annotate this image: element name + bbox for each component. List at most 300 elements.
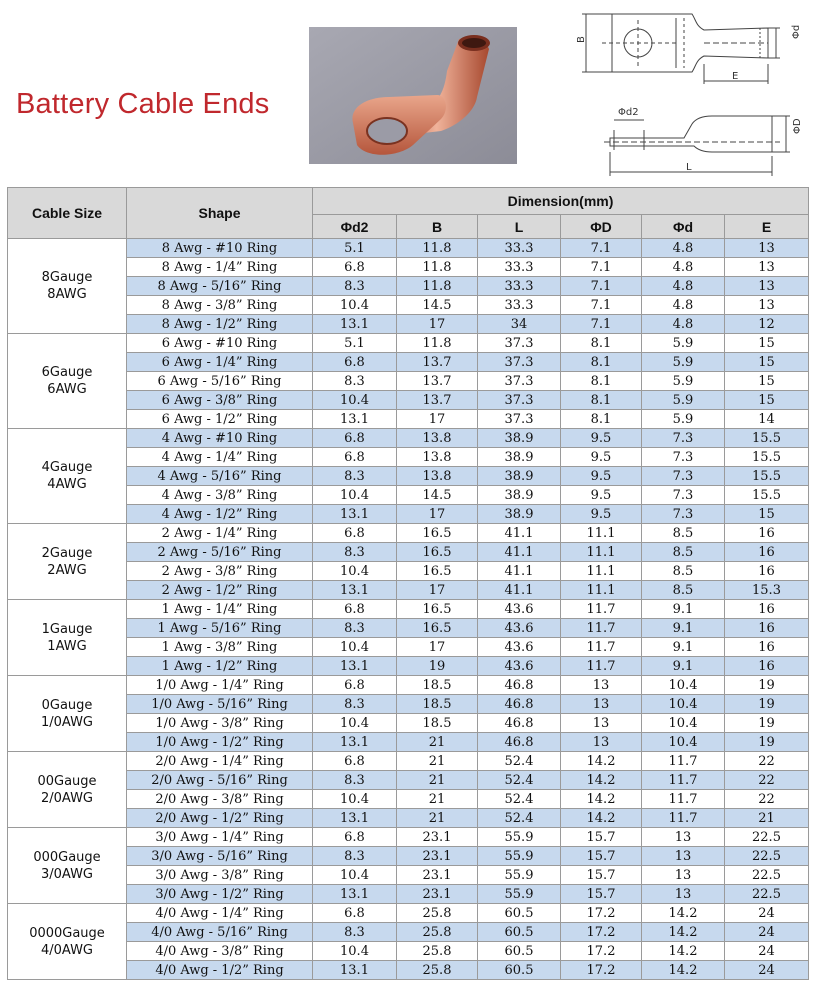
e-cell: 22.5	[725, 847, 809, 866]
dim-label-d-small: Φd	[791, 24, 802, 39]
l-cell: 55.9	[478, 828, 561, 847]
d-small-cell: 8.5	[642, 524, 725, 543]
b-cell: 21	[397, 733, 478, 752]
b-cell: 17	[397, 581, 478, 600]
d2-cell: 10.4	[313, 638, 397, 657]
shape-cell: 4/0 Awg - 1/4” Ring	[127, 904, 313, 923]
d-small-cell: 10.4	[642, 714, 725, 733]
b-cell: 17	[397, 638, 478, 657]
cable-size-cell	[8, 334, 127, 429]
col-header-e: E	[725, 215, 809, 239]
d-small-cell: 4.8	[642, 239, 725, 258]
l-cell: 41.1	[478, 524, 561, 543]
shape-cell: 1 Awg - 1/2” Ring	[127, 657, 313, 676]
shape-cell: 4 Awg - 1/2” Ring	[127, 505, 313, 524]
header	[0, 0, 817, 186]
dim-label-l: L	[686, 162, 692, 173]
e-cell: 15	[725, 334, 809, 353]
d-small-cell: 14.2	[642, 904, 725, 923]
page-title: Battery Cable Ends	[16, 88, 270, 120]
awg-label: 6AWG	[47, 382, 87, 397]
l-cell: 38.9	[478, 429, 561, 448]
dim-label-d-large: ΦD	[792, 118, 803, 134]
shape-cell: 6 Awg - #10 Ring	[127, 334, 313, 353]
table-row	[8, 296, 809, 315]
d2-cell: 8.3	[313, 277, 397, 296]
d-large-cell: 7.1	[561, 239, 642, 258]
e-cell: 15	[725, 353, 809, 372]
awg-label: 3/0AWG	[40, 866, 94, 882]
table-row	[8, 885, 809, 904]
lug-product-photo	[309, 27, 517, 164]
l-cell: 37.3	[478, 372, 561, 391]
shape-cell: 1/0 Awg - 3/8” Ring	[127, 714, 313, 733]
d-small-cell: 9.1	[642, 657, 725, 676]
d2-cell: 5.1	[313, 239, 397, 258]
table-row	[8, 657, 809, 676]
d-small-cell: 7.3	[642, 467, 725, 486]
shape-cell: 2 Awg - 5/16” Ring	[127, 543, 313, 562]
d2-cell: 10.4	[313, 391, 397, 410]
table-row	[8, 334, 809, 353]
gauge-label: 6Gauge	[41, 365, 93, 380]
l-cell: 52.4	[478, 752, 561, 771]
d2-cell: 10.4	[313, 866, 397, 885]
d-large-cell: 8.1	[561, 353, 642, 372]
e-cell: 16	[725, 600, 809, 619]
e-cell: 13	[725, 239, 809, 258]
b-cell: 21	[397, 809, 478, 828]
l-cell: 33.3	[478, 296, 561, 315]
d-large-cell: 15.7	[561, 828, 642, 847]
d-small-cell: 14.2	[642, 961, 725, 980]
d-large-cell: 14.2	[561, 771, 642, 790]
shape-cell: 4 Awg - 3/8” Ring	[127, 486, 313, 505]
d-large-cell: 11.1	[561, 562, 642, 581]
shape-cell: 6 Awg - 3/8” Ring	[127, 391, 313, 410]
d-small-cell: 14.2	[642, 942, 725, 961]
awg-label: 1/0AWG	[40, 714, 94, 730]
col-header-d-small: Φd	[642, 215, 725, 239]
l-cell: 55.9	[478, 847, 561, 866]
l-cell: 46.8	[478, 676, 561, 695]
e-cell: 16	[725, 657, 809, 676]
shape-cell: 1/0 Awg - 1/4” Ring	[127, 676, 313, 695]
gauge-label: 000Gauge	[33, 849, 101, 865]
d-large-cell: 13	[561, 695, 642, 714]
e-cell: 14	[725, 410, 809, 429]
l-cell: 52.4	[478, 771, 561, 790]
shape-cell: 4 Awg - 1/4” Ring	[127, 448, 313, 467]
cable-size-cell	[8, 600, 127, 676]
awg-label: 4/0AWG	[40, 942, 94, 958]
table-row	[8, 828, 809, 847]
e-cell: 24	[725, 904, 809, 923]
d2-cell: 13.1	[313, 733, 397, 752]
e-cell: 24	[725, 961, 809, 980]
table-row	[8, 372, 809, 391]
e-cell: 13	[725, 258, 809, 277]
d-small-cell: 7.3	[642, 505, 725, 524]
e-cell: 22.5	[725, 828, 809, 847]
shape-cell: 8 Awg - 3/8” Ring	[127, 296, 313, 315]
gauge-label: 4Gauge	[41, 460, 93, 475]
d2-cell: 10.4	[313, 714, 397, 733]
b-cell: 18.5	[397, 695, 478, 714]
table-row	[8, 315, 809, 334]
b-cell: 11.8	[397, 277, 478, 296]
table-row	[8, 809, 809, 828]
l-cell: 60.5	[478, 961, 561, 980]
cable-size-cell	[8, 429, 127, 524]
l-cell: 34	[478, 315, 561, 334]
e-cell: 15.5	[725, 467, 809, 486]
d2-cell: 10.4	[313, 942, 397, 961]
l-cell: 60.5	[478, 942, 561, 961]
d-small-cell: 7.3	[642, 448, 725, 467]
l-cell: 55.9	[478, 885, 561, 904]
d-large-cell: 15.7	[561, 847, 642, 866]
shape-cell: 1 Awg - 5/16” Ring	[127, 619, 313, 638]
d-small-cell: 13	[642, 828, 725, 847]
table-row	[8, 505, 809, 524]
shape-cell: 6 Awg - 5/16” Ring	[127, 372, 313, 391]
b-cell: 18.5	[397, 714, 478, 733]
col-header-d2: Φd2	[313, 215, 397, 239]
l-cell: 52.4	[478, 790, 561, 809]
col-header-dimension: Dimension(mm)	[313, 188, 809, 215]
e-cell: 19	[725, 733, 809, 752]
b-cell: 21	[397, 752, 478, 771]
shape-cell: 2/0 Awg - 1/4” Ring	[127, 752, 313, 771]
d-small-cell: 11.7	[642, 790, 725, 809]
dim-label-b: B	[576, 36, 587, 43]
b-cell: 16.5	[397, 600, 478, 619]
table-row	[8, 524, 809, 543]
d2-cell: 10.4	[313, 790, 397, 809]
shape-cell: 1/0 Awg - 5/16” Ring	[127, 695, 313, 714]
d2-cell: 13.1	[313, 505, 397, 524]
shape-cell: 2/0 Awg - 3/8” Ring	[127, 790, 313, 809]
b-cell: 11.8	[397, 239, 478, 258]
d-large-cell: 9.5	[561, 429, 642, 448]
d-large-cell: 11.7	[561, 657, 642, 676]
table-row	[8, 714, 809, 733]
awg-label: 2AWG	[47, 562, 87, 578]
shape-cell: 4 Awg - #10 Ring	[127, 429, 313, 448]
d2-cell: 13.1	[313, 315, 397, 334]
shape-cell: 4/0 Awg - 1/2” Ring	[127, 961, 313, 980]
lug-side-view-diagram	[600, 100, 808, 182]
e-cell: 15.5	[725, 429, 809, 448]
l-cell: 38.9	[478, 505, 561, 524]
d-large-cell: 17.2	[561, 904, 642, 923]
cable-ends-table	[7, 187, 809, 980]
d2-cell: 6.8	[313, 676, 397, 695]
table-row	[8, 600, 809, 619]
d-small-cell: 10.4	[642, 695, 725, 714]
d-large-cell: 8.1	[561, 410, 642, 429]
d-large-cell: 13	[561, 733, 642, 752]
d-large-cell: 7.1	[561, 277, 642, 296]
table-row	[8, 638, 809, 657]
table-row	[8, 258, 809, 277]
d2-cell: 13.1	[313, 885, 397, 904]
l-cell: 52.4	[478, 809, 561, 828]
table-body	[8, 239, 809, 980]
b-cell: 25.8	[397, 904, 478, 923]
shape-cell: 3/0 Awg - 5/16” Ring	[127, 847, 313, 866]
d-large-cell: 9.5	[561, 486, 642, 505]
cable-size-cell	[8, 524, 127, 600]
b-cell: 13.7	[397, 372, 478, 391]
b-cell: 17	[397, 315, 478, 334]
d2-cell: 6.8	[313, 904, 397, 923]
l-cell: 46.8	[478, 714, 561, 733]
b-cell: 16.5	[397, 619, 478, 638]
e-cell: 16	[725, 562, 809, 581]
d-large-cell: 11.1	[561, 581, 642, 600]
table-row	[8, 562, 809, 581]
d2-cell: 6.8	[313, 600, 397, 619]
d-large-cell: 14.2	[561, 790, 642, 809]
table-row	[8, 866, 809, 885]
d-large-cell: 11.1	[561, 543, 642, 562]
d-large-cell: 8.1	[561, 334, 642, 353]
d-small-cell: 8.5	[642, 562, 725, 581]
e-cell: 15	[725, 505, 809, 524]
d2-cell: 8.3	[313, 619, 397, 638]
l-cell: 37.3	[478, 334, 561, 353]
table-row	[8, 410, 809, 429]
l-cell: 46.8	[478, 733, 561, 752]
shape-cell: 2 Awg - 1/2” Ring	[127, 581, 313, 600]
d-small-cell: 5.9	[642, 391, 725, 410]
e-cell: 22.5	[725, 885, 809, 904]
e-cell: 19	[725, 714, 809, 733]
table-row	[8, 942, 809, 961]
shape-cell: 8 Awg - #10 Ring	[127, 239, 313, 258]
shape-cell: 6 Awg - 1/4” Ring	[127, 353, 313, 372]
table-row	[8, 676, 809, 695]
table-row	[8, 733, 809, 752]
table-header	[8, 188, 809, 239]
d-large-cell: 7.1	[561, 258, 642, 277]
e-cell: 15.5	[725, 486, 809, 505]
d-large-cell: 14.2	[561, 809, 642, 828]
l-cell: 60.5	[478, 904, 561, 923]
e-cell: 13	[725, 277, 809, 296]
l-cell: 41.1	[478, 581, 561, 600]
d-large-cell: 11.7	[561, 638, 642, 657]
shape-cell: 4 Awg - 5/16” Ring	[127, 467, 313, 486]
e-cell: 16	[725, 638, 809, 657]
b-cell: 11.8	[397, 258, 478, 277]
e-cell: 19	[725, 676, 809, 695]
col-header-shape: Shape	[127, 188, 313, 239]
d-large-cell: 15.7	[561, 866, 642, 885]
b-cell: 21	[397, 771, 478, 790]
d2-cell: 13.1	[313, 581, 397, 600]
col-header-cable-size: Cable Size	[8, 188, 127, 239]
shape-cell: 3/0 Awg - 1/2” Ring	[127, 885, 313, 904]
cable-size-cell	[8, 239, 127, 334]
l-cell: 37.3	[478, 410, 561, 429]
b-cell: 23.1	[397, 885, 478, 904]
l-cell: 38.9	[478, 486, 561, 505]
d-large-cell: 7.1	[561, 315, 642, 334]
d2-cell: 10.4	[313, 296, 397, 315]
l-cell: 33.3	[478, 239, 561, 258]
l-cell: 55.9	[478, 866, 561, 885]
d2-cell: 13.1	[313, 657, 397, 676]
shape-cell: 8 Awg - 1/2” Ring	[127, 315, 313, 334]
b-cell: 25.8	[397, 942, 478, 961]
d-large-cell: 17.2	[561, 961, 642, 980]
d-small-cell: 8.5	[642, 543, 725, 562]
b-cell: 14.5	[397, 296, 478, 315]
d-small-cell: 10.4	[642, 733, 725, 752]
l-cell: 33.3	[478, 277, 561, 296]
cable-size-cell	[8, 676, 127, 752]
dim-label-e: E	[732, 71, 739, 82]
shape-cell: 6 Awg - 1/2” Ring	[127, 410, 313, 429]
d2-cell: 6.8	[313, 258, 397, 277]
e-cell: 22	[725, 790, 809, 809]
d-large-cell: 13	[561, 676, 642, 695]
d-small-cell: 13	[642, 885, 725, 904]
d-small-cell: 5.9	[642, 334, 725, 353]
shape-cell: 1 Awg - 1/4” Ring	[127, 600, 313, 619]
col-header-b: B	[397, 215, 478, 239]
table-row	[8, 904, 809, 923]
shape-cell: 8 Awg - 1/4” Ring	[127, 258, 313, 277]
shape-cell: 4/0 Awg - 5/16” Ring	[127, 923, 313, 942]
e-cell: 19	[725, 695, 809, 714]
l-cell: 37.3	[478, 353, 561, 372]
d2-cell: 13.1	[313, 961, 397, 980]
table-row	[8, 771, 809, 790]
e-cell: 16	[725, 543, 809, 562]
gauge-label: 0000Gauge	[29, 925, 105, 941]
awg-label: 1AWG	[47, 638, 87, 654]
b-cell: 21	[397, 790, 478, 809]
d-small-cell: 4.8	[642, 258, 725, 277]
shape-cell: 8 Awg - 5/16” Ring	[127, 277, 313, 296]
d-small-cell: 7.3	[642, 486, 725, 505]
col-header-l: L	[478, 215, 561, 239]
table-row	[8, 581, 809, 600]
e-cell: 15	[725, 391, 809, 410]
e-cell: 24	[725, 942, 809, 961]
b-cell: 14.5	[397, 486, 478, 505]
d-small-cell: 11.7	[642, 752, 725, 771]
cable-size-cell	[8, 828, 127, 904]
gauge-label: 00Gauge	[37, 773, 97, 789]
l-cell: 46.8	[478, 695, 561, 714]
table-row	[8, 486, 809, 505]
d2-cell: 8.3	[313, 923, 397, 942]
d-small-cell: 13	[642, 847, 725, 866]
shape-cell: 4/0 Awg - 3/8” Ring	[127, 942, 313, 961]
b-cell: 23.1	[397, 847, 478, 866]
awg-label: 4AWG	[47, 477, 87, 492]
b-cell: 18.5	[397, 676, 478, 695]
e-cell: 15.3	[725, 581, 809, 600]
d-small-cell: 4.8	[642, 315, 725, 334]
shape-cell: 1/0 Awg - 1/2” Ring	[127, 733, 313, 752]
d2-cell: 6.8	[313, 429, 397, 448]
l-cell: 43.6	[478, 600, 561, 619]
b-cell: 23.1	[397, 828, 478, 847]
e-cell: 15	[725, 372, 809, 391]
d-large-cell: 11.1	[561, 524, 642, 543]
cable-size-cell	[8, 904, 127, 980]
l-cell: 38.9	[478, 448, 561, 467]
table-row	[8, 239, 809, 258]
b-cell: 13.7	[397, 353, 478, 372]
e-cell: 12	[725, 315, 809, 334]
d-small-cell: 11.7	[642, 809, 725, 828]
d2-cell: 13.1	[313, 809, 397, 828]
table-row	[8, 961, 809, 980]
d-small-cell: 11.7	[642, 771, 725, 790]
d2-cell: 6.8	[313, 828, 397, 847]
d2-cell: 10.4	[313, 562, 397, 581]
table-row	[8, 448, 809, 467]
d-small-cell: 13	[642, 866, 725, 885]
b-cell: 17	[397, 505, 478, 524]
e-cell: 13	[725, 296, 809, 315]
l-cell: 37.3	[478, 391, 561, 410]
b-cell: 19	[397, 657, 478, 676]
e-cell: 16	[725, 524, 809, 543]
l-cell: 43.6	[478, 619, 561, 638]
e-cell: 22	[725, 771, 809, 790]
table-row	[8, 429, 809, 448]
d2-cell: 8.3	[313, 771, 397, 790]
b-cell: 13.8	[397, 448, 478, 467]
shape-cell: 2/0 Awg - 5/16” Ring	[127, 771, 313, 790]
col-header-d-large: ΦD	[561, 215, 642, 239]
shape-cell: 3/0 Awg - 1/4” Ring	[127, 828, 313, 847]
d2-cell: 6.8	[313, 448, 397, 467]
l-cell: 33.3	[478, 258, 561, 277]
d-large-cell: 7.1	[561, 296, 642, 315]
e-cell: 24	[725, 923, 809, 942]
b-cell: 25.8	[397, 961, 478, 980]
lug-top-view-diagram	[572, 4, 808, 90]
d-small-cell: 5.9	[642, 372, 725, 391]
table-row	[8, 467, 809, 486]
e-cell: 22.5	[725, 866, 809, 885]
l-cell: 38.9	[478, 467, 561, 486]
d-large-cell: 11.7	[561, 600, 642, 619]
b-cell: 13.7	[397, 391, 478, 410]
l-cell: 60.5	[478, 923, 561, 942]
d-large-cell: 8.1	[561, 372, 642, 391]
d-large-cell: 9.5	[561, 467, 642, 486]
d-small-cell: 9.1	[642, 638, 725, 657]
d-small-cell: 10.4	[642, 676, 725, 695]
d-small-cell: 14.2	[642, 923, 725, 942]
d2-cell: 13.1	[313, 410, 397, 429]
b-cell: 11.8	[397, 334, 478, 353]
shape-cell: 2 Awg - 1/4” Ring	[127, 524, 313, 543]
b-cell: 16.5	[397, 524, 478, 543]
awg-label: 2/0AWG	[40, 790, 94, 806]
d-small-cell: 5.9	[642, 410, 725, 429]
